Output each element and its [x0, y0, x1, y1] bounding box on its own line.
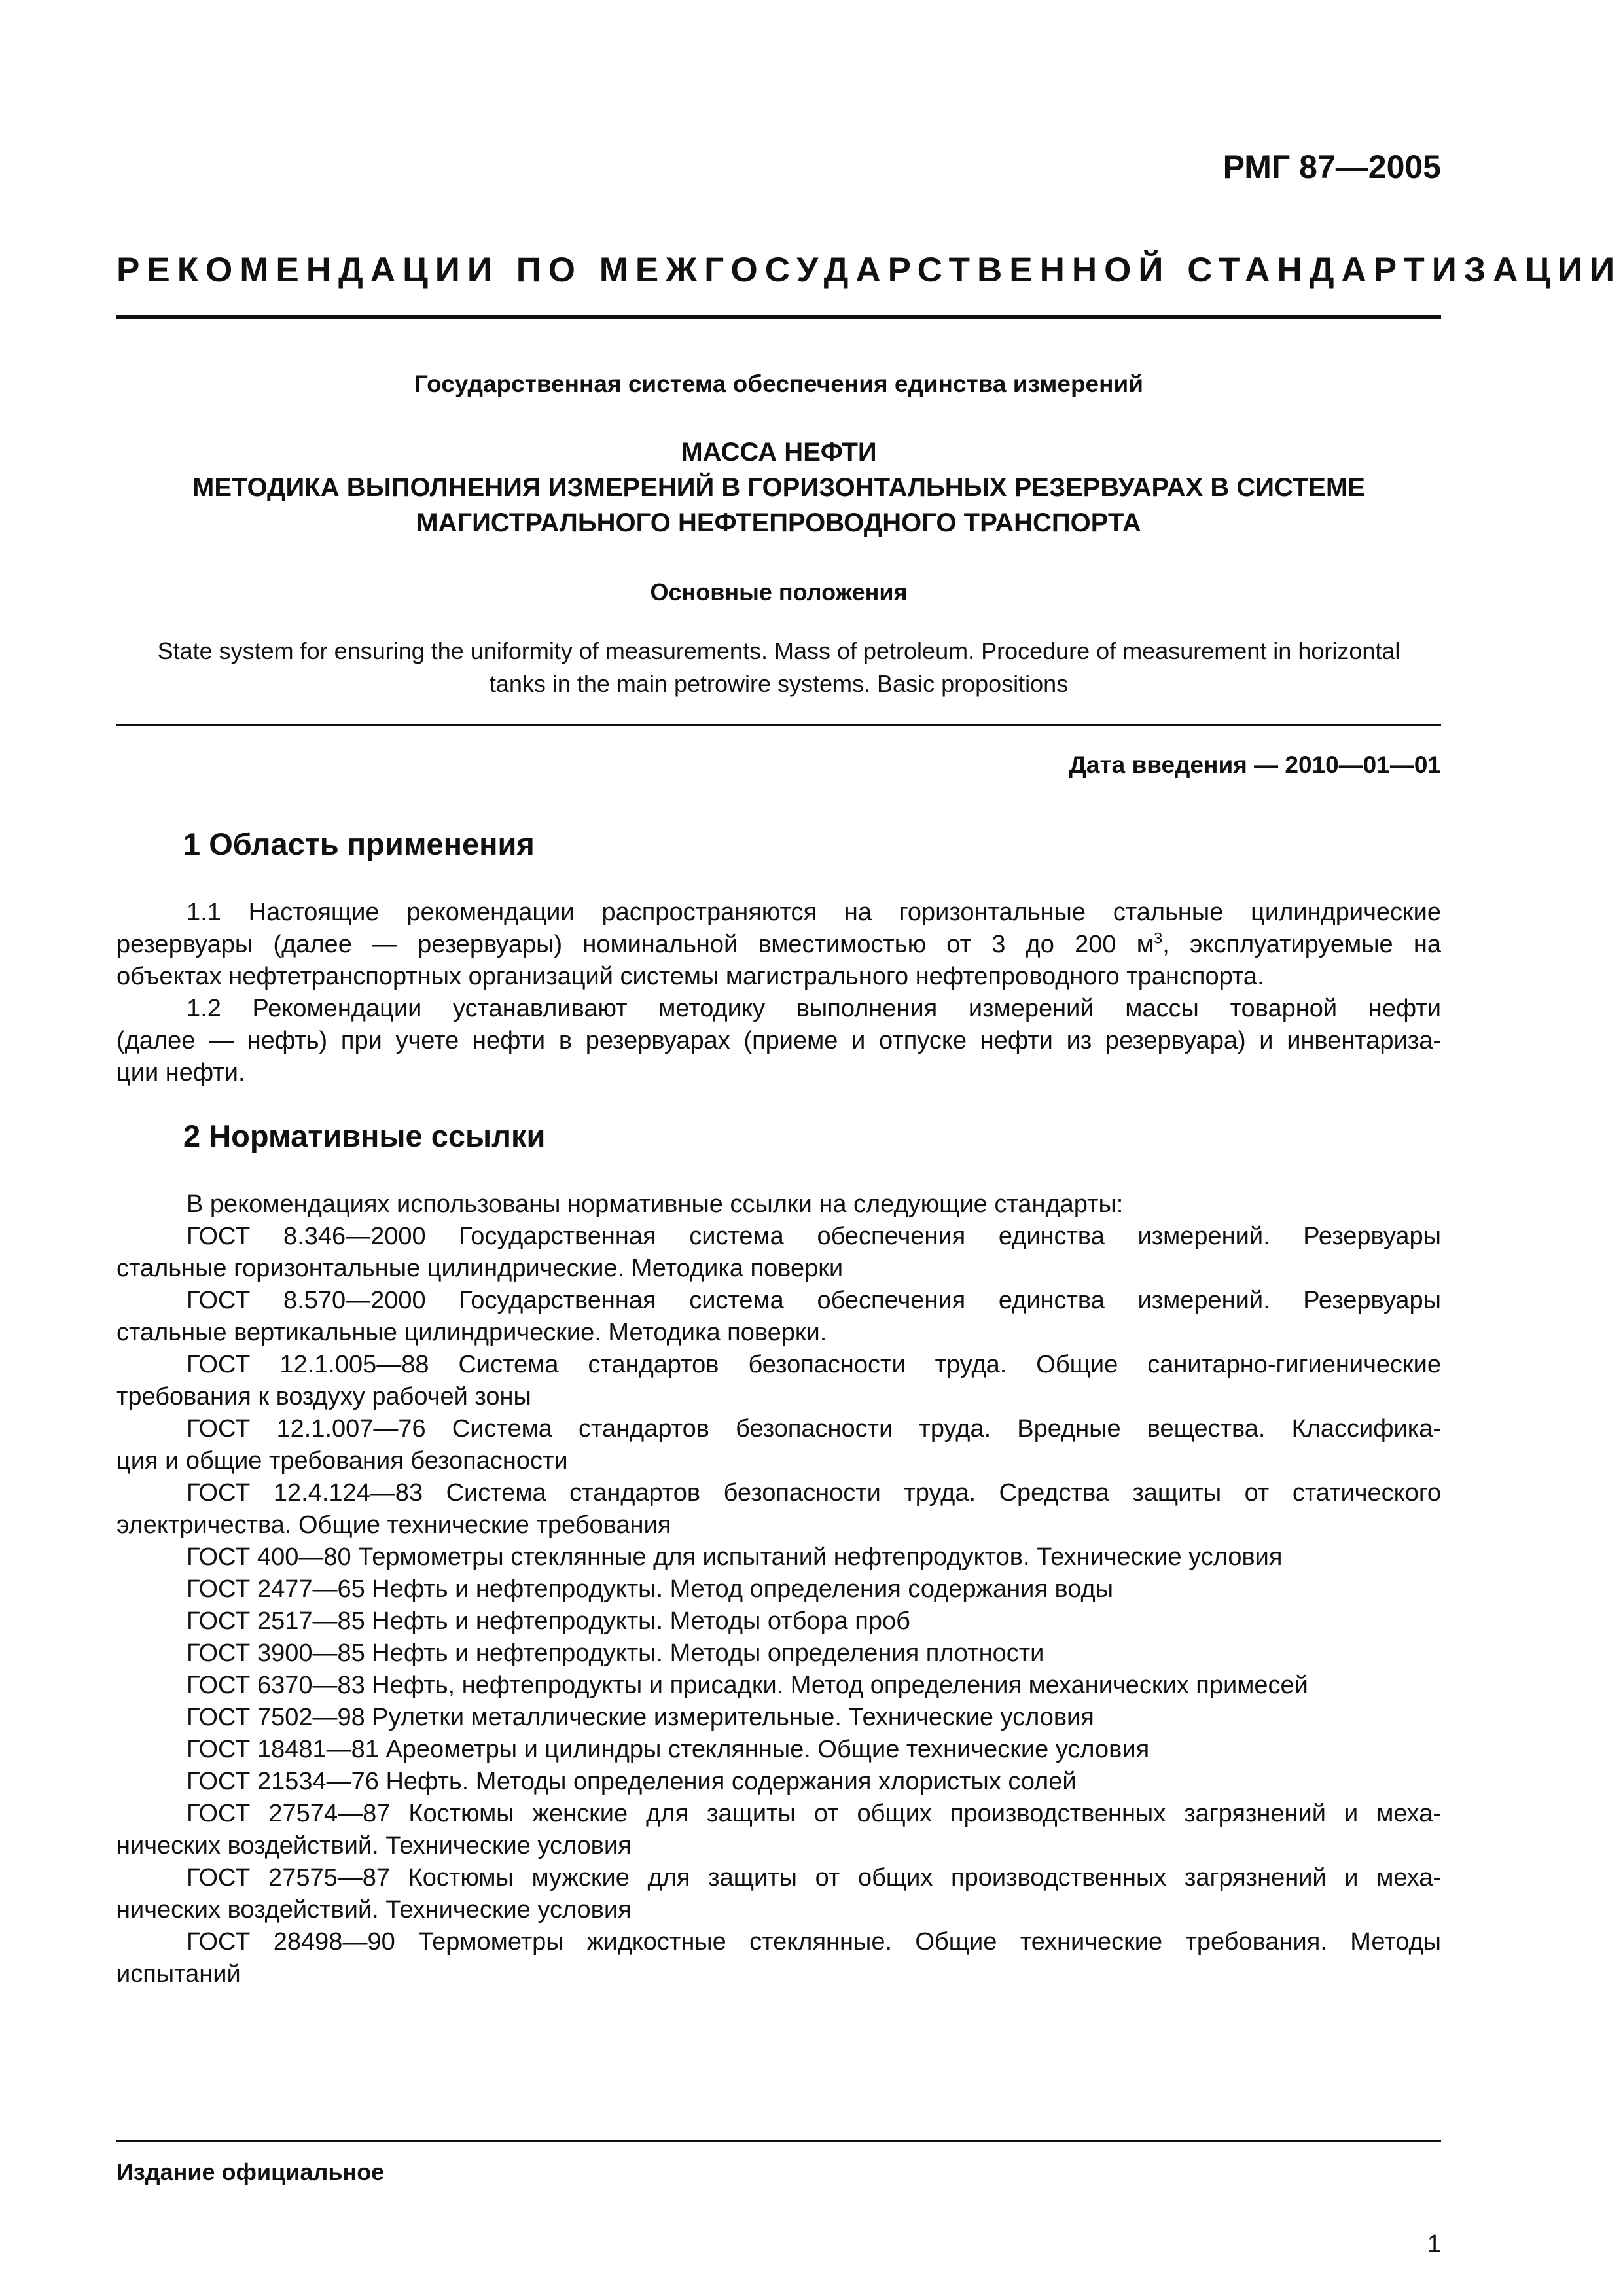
page-number: 1: [1427, 2231, 1441, 2258]
reference-item: [116, 1734, 1441, 1766]
reference-line: ГОСТ 400—80 Термометры стеклянные для испытаний нефтепродуктов. Технические условия: [187, 1543, 1283, 1571]
reference-line-continued: ция и общие требования безопасности: [116, 1447, 568, 1475]
reference-line: ГОСТ 27575—87 Костюмы мужские для защиты от общих производственных загрязнений и меха-: [187, 1864, 1441, 1892]
reference-line: ГОСТ 28498—90 Термометры жидкостные стеклянные. Общие технические требования. Методы: [187, 1928, 1441, 1956]
reference-item: [116, 1413, 1441, 1477]
official-edition-label: Издание официальное: [116, 2159, 385, 2185]
section-1-heading: 1 Область применения: [183, 827, 535, 861]
reference-item: [116, 1702, 1441, 1734]
series-title: РЕКОМЕНДАЦИИ ПО МЕЖГОСУДАРСТВЕННОЙ СТАНДАРТИЗАЦИИ: [116, 251, 1622, 289]
reference-item: [116, 1926, 1441, 1990]
reference-line: ГОСТ 12.4.124—83 Система стандартов безопасности труда. Средства защиты от статического: [187, 1479, 1441, 1507]
paragraph-1-2-line-3: ции нефти.: [116, 1059, 245, 1086]
reference-line-continued: нических воздействий. Технические условия: [116, 1832, 632, 1859]
reference-item: [116, 1285, 1441, 1349]
paragraph-1-2-line-1: 1.2 Рекомендации устанавливают методику выполнения измерений массы товарной нефти: [187, 995, 1441, 1022]
reference-line-continued: электричества. Общие технические требования: [116, 1511, 671, 1539]
references-list: [116, 1221, 1441, 1990]
paragraph-1-1: [116, 897, 1441, 993]
paragraph-1-2-line-2: (далее — нефть) при учете нефти в резервуарах (приеме и отпуске нефти из резервуара) и инвентариза-: [116, 1027, 1441, 1054]
reference-line-continued: нических воздействий. Технические условия: [116, 1896, 632, 1924]
reference-line: ГОСТ 12.1.007—76 Система стандартов безопасности труда. Вредные вещества. Классифика-: [187, 1415, 1441, 1443]
reference-line-continued: испытаний: [116, 1960, 241, 1988]
reference-item: [116, 1798, 1441, 1862]
references-intro: В рекомендациях использованы нормативные ссылки на следующие стандарты:: [187, 1191, 1124, 1218]
english-title-line-2: tanks in the main petrowire systems. Basic propositions: [489, 670, 1069, 697]
reference-item: [116, 1862, 1441, 1926]
reference-line: ГОСТ 18481—81 Ареометры и цилиндры стеклянные. Общие технические условия: [187, 1736, 1150, 1763]
reference-line: ГОСТ 3900—85 Нефть и нефтепродукты. Методы определения плотности: [187, 1640, 1044, 1667]
reference-item: [116, 1541, 1441, 1573]
paragraph-1-1-line-1: 1.1 Настоящие рекомендации распространяются на горизонтальные стальные цилиндрические: [187, 899, 1441, 926]
header-rule: [116, 315, 1441, 319]
reference-line: ГОСТ 12.1.005—88 Система стандартов безопасности труда. Общие санитарно-гигиенические: [187, 1351, 1441, 1378]
reference-item: [116, 1221, 1441, 1285]
reference-line: ГОСТ 8.346—2000 Государственная система обеспечения единства измерений. Резервуары: [187, 1223, 1441, 1250]
paragraph-1-1-line-2-text: резервуары (далее — резервуары) номинальной вместимостью от 3 до 200 м: [116, 931, 1154, 958]
reference-line: ГОСТ 2517—85 Нефть и нефтепродукты. Методы отбора проб: [187, 1607, 910, 1635]
reference-line: ГОСТ 8.570—2000 Государственная система обеспечения единства измерений. Резервуары: [187, 1287, 1441, 1314]
english-title-line-1: State system for ensuring the uniformity of measurements. Mass of petroleum. Procedure of measurement in horizontal: [157, 637, 1400, 664]
reference-line-continued: требования к воздуху рабочей зоны: [116, 1383, 531, 1410]
reference-item: [116, 1670, 1441, 1702]
reference-line: ГОСТ 21534—76 Нефть. Методы определения содержания хлористых солей: [187, 1768, 1077, 1795]
doc-title-line-2: МЕТОДИКА ВЫПОЛНЕНИЯ ИЗМЕРЕНИЙ В ГОРИЗОНТАЛЬНЫХ РЕЗЕРВУАРАХ В СИСТЕМЕ: [192, 473, 1365, 502]
reference-item: [116, 1477, 1441, 1541]
paragraph-1-1-line-2-end: , эксплуатируемые на: [1162, 931, 1441, 958]
reference-item: [116, 1766, 1441, 1798]
title-rule: [116, 724, 1441, 726]
superscript-3: 3: [1153, 929, 1163, 948]
system-title: Государственная система обеспечения единства измерений: [414, 370, 1143, 397]
paragraph-1-2: [116, 993, 1441, 1089]
english-title: [116, 635, 1441, 700]
reference-line-continued: стальные горизонтальные цилиндрические. Методика поверки: [116, 1255, 844, 1282]
paragraph-1-1-line-2: [116, 929, 1441, 961]
reference-line: ГОСТ 27574—87 Костюмы женские для защиты от общих производственных загрязнений и меха-: [187, 1800, 1441, 1827]
section-2-heading: 2 Нормативные ссылки: [183, 1119, 546, 1153]
reference-item: [116, 1638, 1441, 1670]
reference-line: ГОСТ 7502—98 Рулетки металлические измерительные. Технические условия: [187, 1704, 1094, 1731]
reference-item: [116, 1573, 1441, 1605]
reference-line: ГОСТ 2477—65 Нефть и нефтепродукты. Метод определения содержания воды: [187, 1575, 1114, 1603]
paragraph-1-1-line-3: объектах нефтетранспортных организаций системы магистрального нефтепроводного транспорта.: [116, 963, 1264, 990]
reference-line: ГОСТ 6370—83 Нефть, нефтепродукты и присадки. Метод определения механических примесей: [187, 1672, 1308, 1699]
doc-subtitle: Основные положения: [650, 579, 908, 605]
reference-line-continued: стальные вертикальные цилиндрические. Методика поверки.: [116, 1319, 827, 1346]
reference-item: [116, 1349, 1441, 1413]
doc-title-line-1: МАССА НЕФТИ: [681, 438, 877, 467]
introduction-date: Дата введения — 2010—01—01: [1069, 751, 1441, 778]
document-code: РМГ 87—2005: [1222, 149, 1441, 185]
footer-rule: [116, 2140, 1441, 2142]
reference-item: [116, 1605, 1441, 1638]
doc-title-line-3: МАГИСТРАЛЬНОГО НЕФТЕПРОВОДНОГО ТРАНСПОРТА: [416, 509, 1141, 537]
